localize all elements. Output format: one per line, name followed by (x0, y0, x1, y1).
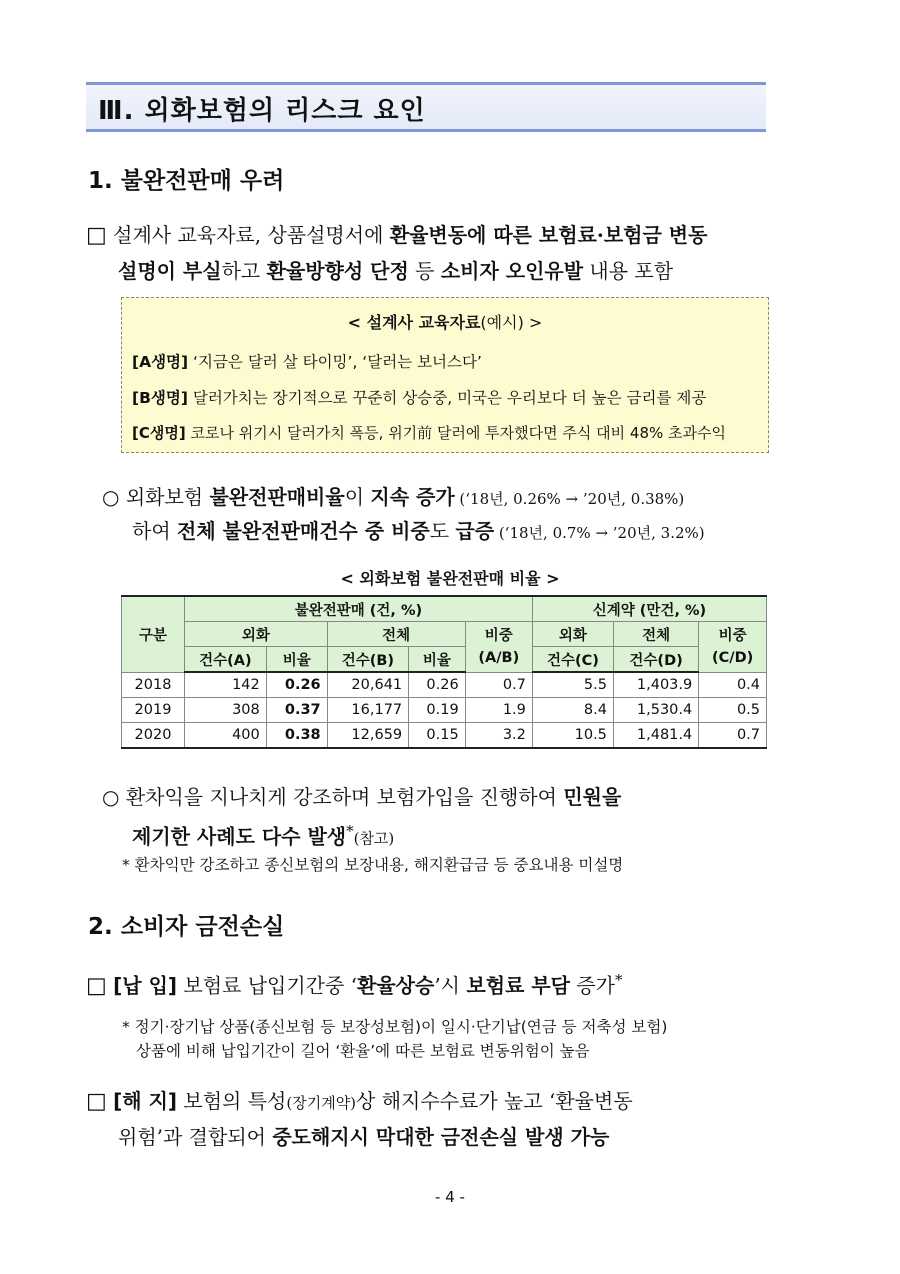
table-header-row-1 (122, 596, 767, 622)
table-row: 2018 142 0.26 20,641 0.26 0.7 5.5 1,403.9 0.4 (122, 672, 767, 698)
header-gunsu-b: 건수(B) (327, 647, 409, 673)
header-sin: 신계약 (만건, %) (532, 596, 766, 622)
stats-table (121, 595, 767, 749)
table-row: 2020 400 0.38 12,659 0.15 3.2 10.5 1,481.4 0.7 (122, 723, 767, 749)
header-bijung-cd: 비중 (C/D) (699, 622, 767, 673)
header-jeonche: 전체 (327, 622, 465, 647)
heading-1: 1. 불완전판매 우려 (88, 168, 285, 194)
note-2-line-2: 상품에 비해 납입기간이 길어 ‘환율’에 따른 보험료 변동위험이 높음 (136, 1042, 590, 1060)
paragraph-4: □ [납 입] 보험료 납입기간중 ‘환율상승’시 보험료 부담 증가* (86, 971, 623, 999)
header-bulwan: 불완전판매 (건, %) (185, 596, 533, 622)
header-oehwa: 외화 (185, 622, 328, 647)
page-number: - 4 - (435, 1188, 465, 1206)
example-row-c: [C생명] 코로나 위기시 달러가치 폭등, 위기前 달러에 투자했다면 주식 대비 48% 초과수익 (132, 424, 726, 442)
paragraph-5-line-1: □ [해 지] 보험의 특성(장기계약)상 해지수수료가 높고 ‘환율변동 (86, 1089, 633, 1114)
header-sin-oehwa: 외화 (532, 622, 613, 647)
paragraph-2-line-1: ○ 외화보험 불완전판매비율이 지속 증가 (‘18년, 0.26% → ’20년, 0.38%) (102, 485, 685, 509)
paragraph-1-line-1: □ 설계사 교육자료, 상품설명서에 환율변동에 따른 보험료·보험금 변동 (86, 223, 708, 248)
header-gunsu-c: 건수(C) (532, 647, 613, 673)
header-gunsu-a: 건수(A) (185, 647, 267, 673)
header-sin-jeonche: 전체 (613, 622, 698, 647)
table-header-row-2 (122, 622, 767, 647)
header-gubun: 구분 (122, 596, 185, 672)
header-biyul-2: 비율 (409, 647, 466, 673)
header-bijung-ab: 비중 (A/B) (465, 622, 532, 673)
checkbox-square-icon: □ (86, 1089, 107, 1114)
section-title: Ⅲ. 외화보험의 리스크 요인 (98, 96, 426, 126)
paragraph-5-line-2: 위험’과 결합되어 중도해지시 막대한 금전손실 발생 가능 (118, 1125, 610, 1149)
bullet-circle-icon: ○ (102, 485, 120, 509)
table-caption: < 외화보험 불완전판매 비율 > (340, 569, 560, 588)
table-row: 2019 308 0.37 16,177 0.19 1.9 8.4 1,530.4 0.5 (122, 698, 767, 723)
example-row-b: [B생명] 달러가치는 장기적으로 꾸준히 상승중, 미국은 우리보다 더 높은 금리를 제공 (132, 389, 707, 407)
checkbox-square-icon: □ (86, 973, 107, 999)
header-gunsu-d: 건수(D) (613, 647, 698, 673)
table-header-row-3 (122, 647, 767, 673)
header-biyul-1: 비율 (266, 647, 327, 673)
heading-2: 2. 소비자 금전손실 (88, 914, 285, 940)
paragraph-1-line-2: 설명이 부실하고 환율방향성 단정 등 소비자 오인유발 내용 포함 (118, 259, 674, 283)
paragraph-3-line-2: 제기한 사례도 다수 발생*(참고) (132, 822, 395, 849)
example-box (121, 297, 769, 453)
example-box-title: < 설계사 교육자료(예시) > (347, 313, 543, 332)
paragraph-3-line-1: ○ 환차익을 지나치게 강조하며 보험가입을 진행하여 민원을 (102, 785, 622, 809)
bullet-circle-icon: ○ (102, 785, 120, 809)
checkbox-square-icon: □ (86, 223, 107, 248)
paragraph-2-line-2: 하여 전체 불완전판매건수 중 비중도 급증 (‘18년, 0.7% → ’20년, 3.2%) (132, 519, 705, 543)
note-1: * 환차익만 강조하고 종신보험의 보장내용, 해지환급금 등 중요내용 미설명 (122, 856, 624, 874)
example-row-a: [A생명] ‘지금은 달러 살 타이밍’, ‘달러는 보너스다’ (132, 353, 482, 371)
note-2-line-1: * 정기·장기납 상품(종신보험 등 보장성보험)이 일시·단기납(연금 등 저축성 보험) (122, 1018, 668, 1036)
